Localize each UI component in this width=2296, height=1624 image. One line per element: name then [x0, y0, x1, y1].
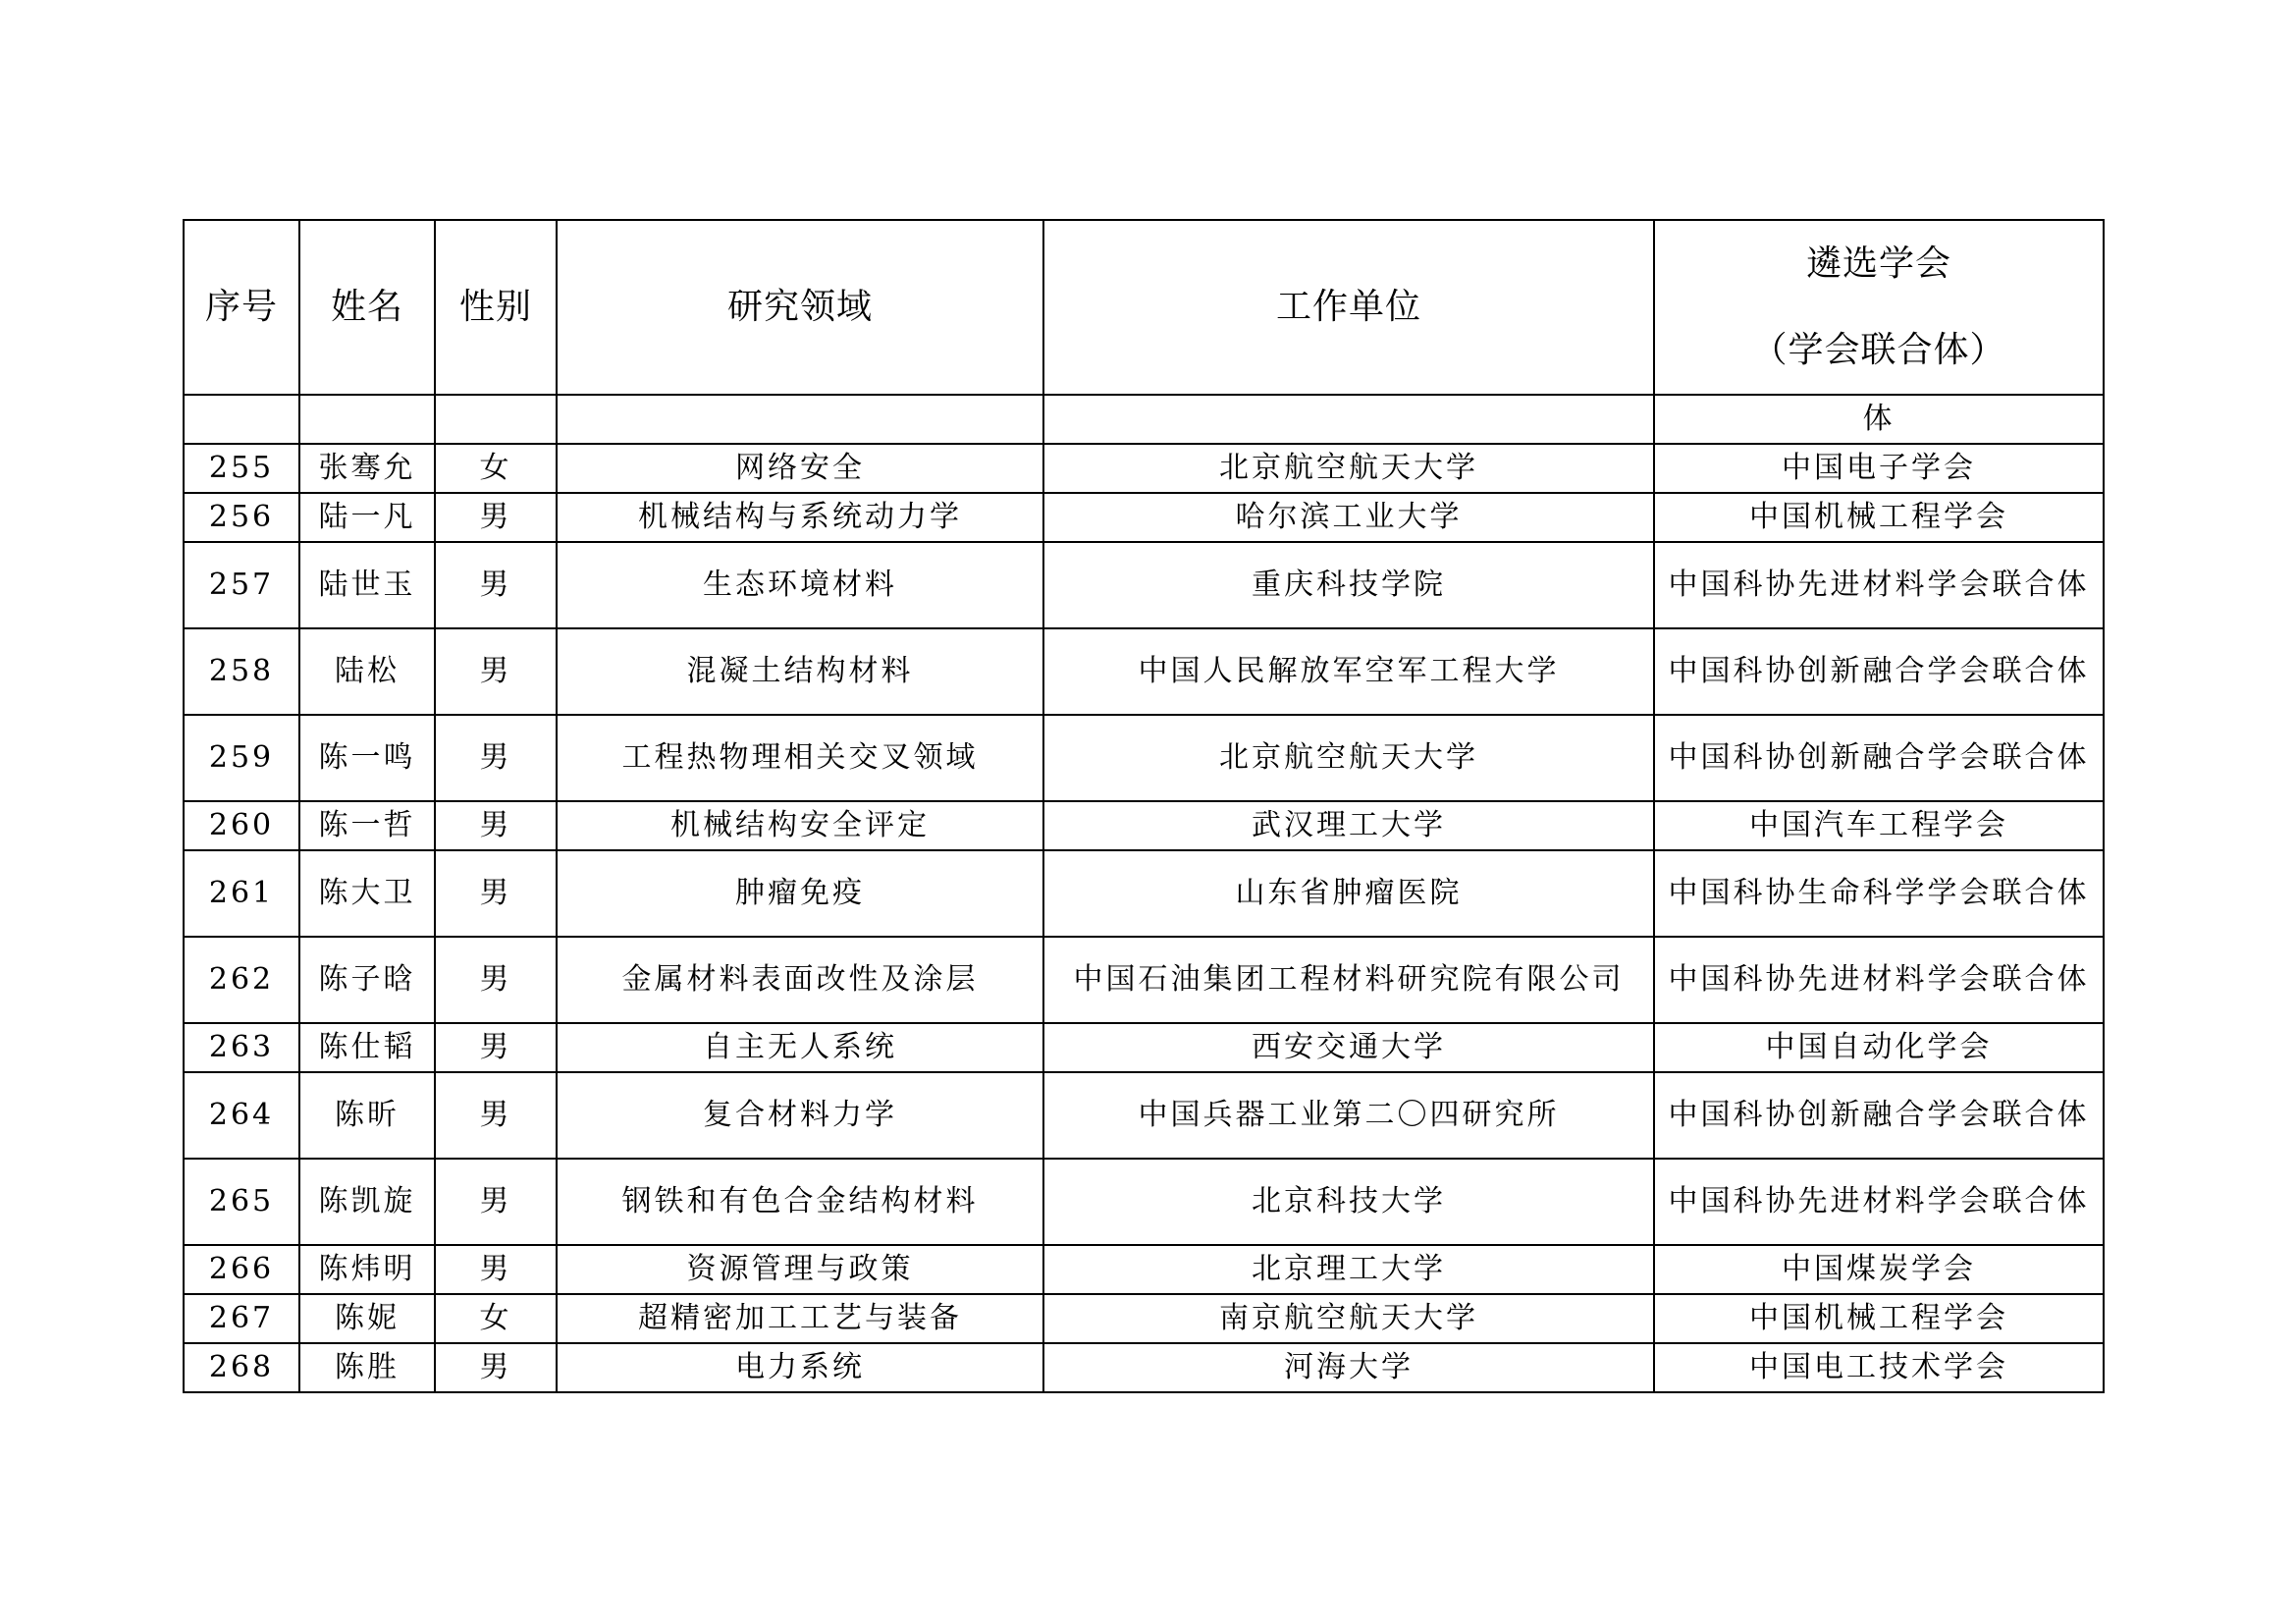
header-index: 序号: [184, 220, 299, 395]
cell-field: 电力系统: [557, 1343, 1043, 1392]
cell-unit: 中国人民解放军空军工程大学: [1043, 628, 1654, 715]
table-row: [184, 1072, 2104, 1159]
cell-index: 255: [184, 444, 299, 493]
cell-index: 259: [184, 715, 299, 801]
cell-gender: 男: [435, 937, 557, 1023]
table-row: [184, 628, 2104, 715]
cell-field: 钢铁和有色合金结构材料: [557, 1159, 1043, 1245]
cell-gender: 男: [435, 628, 557, 715]
cell-name: 陈昕: [299, 1072, 435, 1159]
cell-name: 陈一鸣: [299, 715, 435, 801]
spill-unit: [1043, 395, 1654, 444]
cell-index: 260: [184, 801, 299, 850]
cell-name: 陈仕韬: [299, 1023, 435, 1072]
header-row: [184, 220, 2104, 395]
cell-society: 中国汽车工程学会: [1654, 801, 2104, 850]
cell-unit: 北京科技大学: [1043, 1159, 1654, 1245]
table-row: [184, 801, 2104, 850]
cell-unit: 南京航空航天大学: [1043, 1294, 1654, 1343]
cell-society: 中国科协生命科学学会联合体: [1654, 850, 2104, 937]
cell-name: 陈凯旋: [299, 1159, 435, 1245]
table-row: [184, 850, 2104, 937]
cell-name: 陈胜: [299, 1343, 435, 1392]
cell-field: 机械结构安全评定: [557, 801, 1043, 850]
roster-table: [183, 219, 2105, 1393]
cell-society: 中国科协先进材料学会联合体: [1654, 542, 2104, 628]
cell-unit: 中国石油集团工程材料研究院有限公司: [1043, 937, 1654, 1023]
cell-gender: 男: [435, 801, 557, 850]
cell-index: 267: [184, 1294, 299, 1343]
cell-name: 张骞允: [299, 444, 435, 493]
cell-name: 陆松: [299, 628, 435, 715]
spill-index: [184, 395, 299, 444]
cell-gender: 男: [435, 715, 557, 801]
cell-unit: 北京航空航天大学: [1043, 444, 1654, 493]
table-row: [184, 1245, 2104, 1294]
cell-society: 中国科协先进材料学会联合体: [1654, 1159, 2104, 1245]
cell-field: 金属材料表面改性及涂层: [557, 937, 1043, 1023]
cell-name: 陈炜明: [299, 1245, 435, 1294]
table-row: [184, 715, 2104, 801]
cell-index: 256: [184, 493, 299, 542]
cell-gender: 男: [435, 1245, 557, 1294]
cell-gender: 男: [435, 1072, 557, 1159]
header-field: 研究领域: [557, 220, 1043, 395]
header-society-line2: （学会联合体）: [1751, 330, 2006, 370]
cell-field: 肿瘤免疫: [557, 850, 1043, 937]
table-row: [184, 542, 2104, 628]
cell-society: 中国电子学会: [1654, 444, 2104, 493]
cell-index: 261: [184, 850, 299, 937]
cell-index: 266: [184, 1245, 299, 1294]
table-row: [184, 1023, 2104, 1072]
cell-society: 中国自动化学会: [1654, 1023, 2104, 1072]
cell-name: 陈子晗: [299, 937, 435, 1023]
cell-unit: 武汉理工大学: [1043, 801, 1654, 850]
cell-gender: 女: [435, 1294, 557, 1343]
cell-index: 265: [184, 1159, 299, 1245]
cell-field: 混凝土结构材料: [557, 628, 1043, 715]
cell-unit: 北京理工大学: [1043, 1245, 1654, 1294]
cell-index: 268: [184, 1343, 299, 1392]
cell-society: 中国科协先进材料学会联合体: [1654, 937, 2104, 1023]
cell-gender: 男: [435, 1343, 557, 1392]
cell-unit: 河海大学: [1043, 1343, 1654, 1392]
cell-unit: 山东省肿瘤医院: [1043, 850, 1654, 937]
header-gender: 性别: [435, 220, 557, 395]
cell-field: 复合材料力学: [557, 1072, 1043, 1159]
cell-field: 资源管理与政策: [557, 1245, 1043, 1294]
spill-row: [184, 395, 2104, 444]
cell-field: 工程热物理相关交叉领域: [557, 715, 1043, 801]
roster-body: [184, 395, 2104, 1392]
spill-gender: [435, 395, 557, 444]
cell-field: 机械结构与系统动力学: [557, 493, 1043, 542]
cell-name: 陆世玉: [299, 542, 435, 628]
cell-name: 陈大卫: [299, 850, 435, 937]
cell-society: 中国科协创新融合学会联合体: [1654, 628, 2104, 715]
cell-society: 中国煤炭学会: [1654, 1245, 2104, 1294]
cell-gender: 女: [435, 444, 557, 493]
cell-unit: 哈尔滨工业大学: [1043, 493, 1654, 542]
cell-field: 网络安全: [557, 444, 1043, 493]
header-unit: 工作单位: [1043, 220, 1654, 395]
cell-index: 264: [184, 1072, 299, 1159]
cell-society: 中国机械工程学会: [1654, 1294, 2104, 1343]
cell-gender: 男: [435, 1159, 557, 1245]
cell-society: 中国科协创新融合学会联合体: [1654, 1072, 2104, 1159]
table-row: [184, 1343, 2104, 1392]
table-row: [184, 1294, 2104, 1343]
cell-index: 258: [184, 628, 299, 715]
spill-field: [557, 395, 1043, 444]
cell-gender: 男: [435, 542, 557, 628]
table-row: [184, 444, 2104, 493]
header-name: 姓名: [299, 220, 435, 395]
cell-unit: 中国兵器工业第二〇四研究所: [1043, 1072, 1654, 1159]
table-row: [184, 493, 2104, 542]
cell-index: 257: [184, 542, 299, 628]
cell-field: 自主无人系统: [557, 1023, 1043, 1072]
table-row: [184, 937, 2104, 1023]
table-row: [184, 1159, 2104, 1245]
cell-unit: 北京航空航天大学: [1043, 715, 1654, 801]
cell-society: 中国科协创新融合学会联合体: [1654, 715, 2104, 801]
header-society-line1: 遴选学会: [1805, 244, 1951, 284]
cell-gender: 男: [435, 1023, 557, 1072]
cell-gender: 男: [435, 850, 557, 937]
cell-unit: 重庆科技学院: [1043, 542, 1654, 628]
cell-unit: 西安交通大学: [1043, 1023, 1654, 1072]
cell-index: 263: [184, 1023, 299, 1072]
header-society: [1654, 220, 2104, 395]
spill-name: [299, 395, 435, 444]
cell-index: 262: [184, 937, 299, 1023]
cell-society: 中国机械工程学会: [1654, 493, 2104, 542]
cell-field: 超精密加工工艺与装备: [557, 1294, 1043, 1343]
cell-name: 陈一哲: [299, 801, 435, 850]
cell-gender: 男: [435, 493, 557, 542]
cell-society: 中国电工技术学会: [1654, 1343, 2104, 1392]
cell-field: 生态环境材料: [557, 542, 1043, 628]
spill-society: 体: [1654, 395, 2104, 444]
cell-name: 陈妮: [299, 1294, 435, 1343]
cell-name: 陆一凡: [299, 493, 435, 542]
